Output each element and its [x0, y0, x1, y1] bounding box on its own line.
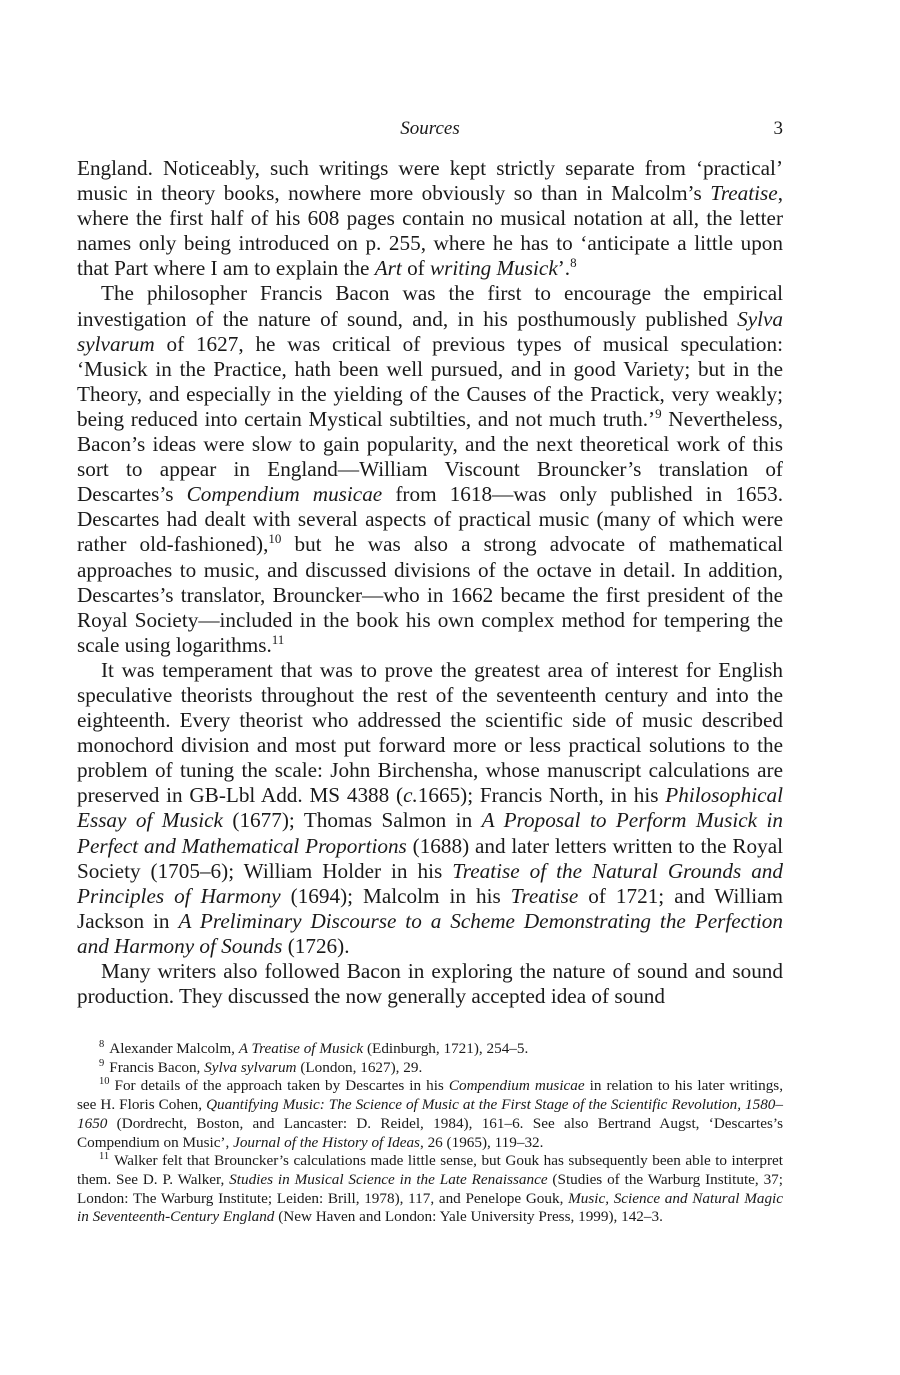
text-run: (Dordrecht, Boston, and Lancaster: D. Reidel, 1984), 161–6. See also Bertrand Augst, ‘Descartes’s Compendium on Music’, — [77, 1114, 783, 1151]
footnote-reference[interactable]: 9 — [655, 405, 662, 421]
text-run: Many writers also followed Bacon in exploring the nature of sound and sound production. They discussed the now generally accepted idea of sound — [77, 959, 783, 1009]
text-run: (Edinburgh, 1721), 254–5. — [363, 1040, 529, 1057]
paragraph — [77, 281, 783, 657]
text-run: Walker felt that Brouncker’s calculations made little sense, but Gouk has subsequently been able to interpret them. See D. P. Walker, — [77, 1152, 783, 1188]
footnote-reference[interactable]: 8 — [570, 255, 577, 271]
text-run: but he was also a strong advocate of mathematical approaches to music, and discussed divisions of the octave in detail. In addition, Descartes’s translator, Brouncker—who in 1662 became the first president of the Royal Society—included in the book his own complex method for tempering the scale using logarithms. — [77, 532, 783, 657]
text-run: of 1627, he was critical of previous types of musical speculation: ‘Musick in the Practice, hath been well pursued, and in good Variety; but in the Theory, and especially in the yielding of the Causes of the Practick, very weakly; being reduced into certain Mystical subtilties, and not much truth.’ — [77, 331, 783, 431]
text-run: For details of the approach taken by Descartes in his — [114, 1077, 449, 1095]
paragraph — [77, 658, 783, 959]
text-run: (1694); Malcolm in his — [280, 883, 511, 908]
paragraph — [77, 156, 783, 281]
italic-text: c. — [403, 783, 418, 808]
page-number: 3 — [773, 118, 783, 139]
text-run: (London, 1627), 29. — [296, 1058, 423, 1076]
text-run: of — [401, 256, 431, 281]
italic-text: Treatise — [710, 181, 778, 206]
paragraph — [77, 959, 783, 1009]
italic-text: Sylva sylvarum — [204, 1058, 297, 1076]
footnote-number: 10 — [99, 1076, 110, 1088]
italic-text: A Proposal to Perform Musick in Perfect and Mathematical Proportions — [77, 808, 783, 858]
footnote-number: 8 — [99, 1039, 105, 1050]
text-run: 1665); Francis North, in his — [417, 783, 666, 808]
italic-text: Treatise of the Natural Grounds and Principles of Harmony — [77, 858, 783, 908]
running-head — [77, 118, 783, 144]
text-run: (Studies of the Warburg Institute, 37; London: The Warburg Institute; Leiden: Brill, 1978), 117, and Penelope Gouk, — [77, 1170, 783, 1207]
text-run: , 26 (1965), 119–32. — [419, 1133, 544, 1151]
italic-text: Sylva sylvarum — [77, 306, 783, 356]
text-run: , where the first half of his 608 pages contain no musical notation at all, the letter names only being introduced on p. 255, where he has to ‘anticipate a little upon that Part where I am to explain the — [77, 181, 783, 281]
body-text — [77, 156, 783, 1009]
italic-text: A Preliminary Discourse to a Scheme Demonstrating the Perfection and Harmony of Sounds — [77, 908, 783, 958]
text-run: It was temperament that was to prove the greatest area of interest for English speculative theorists throughout the rest of the seventeenth century and into the eighteenth. Every theorist who addressed the scientific side of music described monochord division and most put forward more or less practical solutions to the problem of tuning the scale: John Birchensha, whose manuscript calculations are preserved in GB-Lbl Add. MS 4388 ( — [77, 657, 783, 808]
text-run: The philosopher Francis Bacon was the first to encourage the empirical investigation of the nature of sound, and, in his posthumously published — [77, 281, 783, 331]
footnote — [77, 1040, 783, 1059]
text-run: Francis Bacon, — [109, 1058, 205, 1076]
footnote — [77, 1077, 783, 1152]
running-title: Sources — [400, 118, 460, 139]
italic-text: Studies in Musical Science in the Late Renaissance — [229, 1170, 548, 1188]
footnote-reference[interactable]: 10 — [268, 531, 282, 547]
text-run: (1726). — [282, 933, 350, 958]
italic-text: Treatise — [510, 883, 579, 908]
footnote — [77, 1059, 783, 1078]
text-run: ’. — [557, 256, 571, 281]
text-run: from 1618—was only published in 1653. Descartes had dealt with several aspects of practical music (many of which were rather old-fashioned), — [77, 482, 784, 557]
footnote-number: 9 — [99, 1057, 105, 1069]
italic-text: Music, Science and Natural Magic in Seventeenth-Century England — [77, 1189, 784, 1226]
text-run: in relation to his later writings, see H. Floris Cohen, — [77, 1077, 784, 1114]
footnote-reference[interactable]: 11 — [271, 631, 285, 647]
italic-text: Journal of the History of Ideas — [233, 1133, 420, 1151]
text-run: Alexander Malcolm, — [109, 1040, 239, 1057]
text-run: (1688) and later letters written to the Royal Society (1705–6); William Holder in his — [77, 833, 783, 883]
footnote — [77, 1152, 783, 1227]
text-run: (1677); Thomas Salmon in — [222, 808, 482, 833]
italic-text: Quantifying Music: The Science of Music at the First Stage of the Scientific Revolution, 1580–1650 — [77, 1096, 783, 1132]
italic-text: Philosophical Essay of Musick — [77, 783, 783, 833]
footnote-number: 11 — [99, 1151, 110, 1163]
text-run: Nevertheless, Bacon’s ideas were slow to gain popularity, and the next theoretical work of this sort to appear in England—William Viscount Brouncker’s translation of Descartes’s — [77, 406, 783, 507]
italic-text: Art — [374, 256, 402, 281]
footnotes — [77, 1040, 783, 1227]
text-run: (New Haven and London: Yale University Press, 1999), 142–3. — [274, 1208, 663, 1226]
text-run: of 1721; and William Jackson in — [77, 883, 783, 933]
italic-text: Compendium musicae — [186, 482, 383, 507]
italic-text: writing Musick — [430, 256, 558, 281]
italic-text: Compendium musicae — [448, 1077, 585, 1095]
italic-text: A Treatise of Musick — [238, 1040, 364, 1057]
text-run: England. Noticeably, such writings were kept strictly separate from ‘practical’ music in theory books, nowhere more obviously so than in Malcolm’s — [77, 156, 783, 206]
